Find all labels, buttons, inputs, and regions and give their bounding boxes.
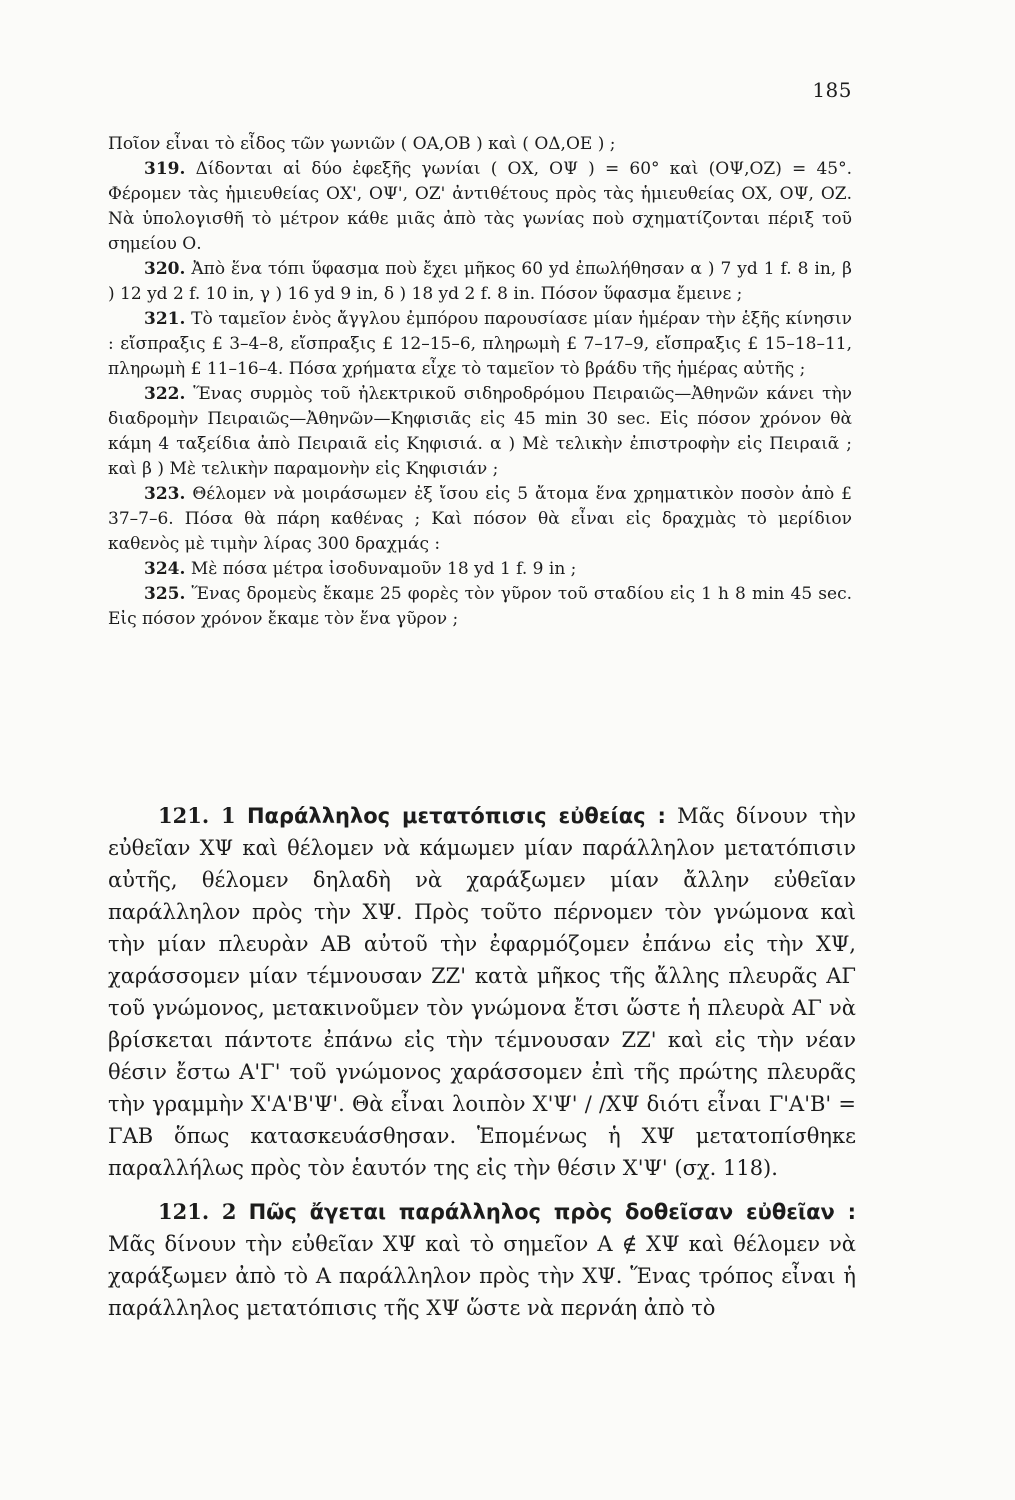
section-121-2 <box>108 1196 856 1324</box>
exercise-number: 319. <box>144 159 186 179</box>
intro-question: Ποῖον εἶναι τὸ εἶδος τῶν γωνιῶν ( ΟΑ,ΟΒ ) καὶ ( ΟΔ,ΟΕ ) ; <box>108 134 616 154</box>
section-title: Παράλληλος μετατόπισις εὐθείας : <box>246 804 666 828</box>
section-body: Μᾶς δίνουν τὴν εὐθεῖαν ΧΨ καὶ τὸ σημεῖον Α ∉ ΧΨ καὶ θέλομεν νὰ χαράξωμεν ἀπὸ τὸ Α παράλληλον πρὸς τὴν ΧΨ. Ἕνας τρόπος εἶναι ἡ παράλληλος μετατόπισις τῆς ΧΨ ὥστε νὰ περνάη ἀπὸ τὸ <box>108 1232 856 1320</box>
exercise-319 <box>108 157 852 257</box>
exercise-320 <box>108 257 852 307</box>
exercise-text: Ἕνας δρομεὺς ἔκαμε 25 φορὲς τὸν γῦρον τοῦ σταδίου εἰς 1 h 8 min 45 sec. Εἰς πόσον χρόνον ἔκαμε τὸν ἕνα γῦρον ; <box>108 584 852 629</box>
exercise-number: 325. <box>144 584 186 604</box>
section-title: Πῶς ἄγεται παράλληλος πρὸς δοθεῖσαν εὐθεῖαν : <box>248 1200 856 1224</box>
exercise-number: 323. <box>144 484 186 504</box>
section-number: 121. 1 <box>158 803 236 828</box>
exercise-324 <box>108 557 852 582</box>
section-body: Μᾶς δίνουν τὴν εὐθεῖαν ΧΨ καὶ θέλομεν νὰ κάμωμεν μίαν παράλληλον μετατόπισιν αὐτῆς, θέλομεν δηλαδὴ νὰ χαράξωμεν μίαν ἄλλην εὐθεῖαν παράλληλον πρὸς τὴν ΧΨ. Πρὸς τοῦτο πέρνομεν τὸν γνώμονα καὶ τὴν μίαν πλευρὰν ΑΒ αὐτοῦ τὴν ἐφαρμόζομεν ἐπάνω εἰς τὴν ΧΨ, χαράσσομεν μίαν τέμνουσαν ΖΖ' κατὰ μῆκος τῆς ἄλλης πλευρᾶς ΑΓ τοῦ γνώμονος, μετακινοῦμεν τὸν γνώμονα ἔτσι ὥστε ἡ πλευρὰ ΑΓ νὰ βρίσκεται πάντοτε ἐπάνω εἰς τὴν τέμνουσαν ΖΖ' καὶ εἰς τὴν νέαν θέσιν ἔστω Α'Γ' τοῦ γνώμονος χαράσσομεν ἐπὶ τῆς πρώτης πλευρᾶς τὴν γραμμὴν Χ'Α'Β'Ψ'. Θὰ εἶναι λοιπὸν Χ'Ψ' / /ΧΨ διότι εἶναι Γ'Α'Β' = ΓΑΒ ὅπως κατασκευάσθησαν. Ἑπομένως ἡ ΧΨ μετατοπίσθηκε παραλλήλως πρὸς τὸν ἑαυτόν της εἰς τὴν θέσιν Χ'Ψ' (σχ. 118). <box>108 804 856 1180</box>
exercise-322 <box>108 382 852 482</box>
exercise-text: Ἕνας συρμὸς τοῦ ἠλεκτρικοῦ σιδηροδρόμου Πειραιῶς—Ἀθηνῶν κάνει τὴν διαδρομὴν Πειραιῶς—Ἀθηνῶν—Κηφισιᾶς εἰς 45 min 30 sec. Εἰς πόσον χρόνον θὰ κάμη 4 ταξείδια ἀπὸ Πειραιᾶ εἰς Κηφισιά. α ) Μὲ τελικὴν ἐπιστροφὴν εἰς Πειραιᾶ ; καὶ β ) Μὲ τελικὴν παραμονὴν εἰς Κηφισιάν ; <box>108 384 853 479</box>
exercise-text: Δίδονται αἱ δύο ἐφεξῆς γωνίαι ( ΟΧ, ΟΨ ) = 60° καὶ (ΟΨ,ΟΖ) = 45°. Φέρομεν τὰς ἡμιευθείας ΟΧ', ΟΨ', ΟΖ' ἀντιθέτους πρὸς τὰς ἡμιευθείας ΟΧ, ΟΨ, ΟΖ. Νὰ ὑπολογισθῆ τὸ μέτρον κάθε μιᾶς ἀπὸ τὰς γωνίας ποὺ σχηματίζονται πέριξ τοῦ σημείου Ο. <box>108 159 852 254</box>
exercise-text: Μὲ πόσα μέτρα ἰσοδυναμοῦν 18 yd 1 f. 9 in ; <box>190 559 577 579</box>
page-number: 185 <box>812 78 852 102</box>
section-text <box>108 800 856 1324</box>
exercise-325 <box>108 582 852 632</box>
section-number: 121. 2 <box>158 1199 237 1224</box>
exercise-text: Θέλομεν νὰ μοιράσωμεν ἐξ ἴσου εἰς 5 ἄτομα ἕνα χρηματικὸν ποσὸν ἀπὸ £ 37–7–6. Πόσα θὰ πάρη καθένας ; Καὶ πόσον θὰ εἶναι εἰς δραχμὰς τὸ μερίδιον καθενὸς μὲ τιμὴν λίρας 300 δραχμάς : <box>108 484 852 554</box>
exercise-text: Τὸ ταμεῖον ἑνὸς ἄγγλου ἐμπόρου παρουσίασε μίαν ἡμέραν τὴν ἑξῆς κίνησιν : εἴσπραξις £ 3–4–8, εἴσπραξις £ 12–15–6, πληρωμὴ £ 7–17–9, εἴσπραξις £ 15–18–11, πληρωμὴ £ 11–16–4. Πόσα χρήματα εἶχε τὸ ταμεῖον τὸ βράδυ τῆς ἡμέρας αὐτῆς ; <box>108 309 853 379</box>
exercise-323 <box>108 482 852 557</box>
exercise-number: 324. <box>144 559 186 579</box>
section-121-1 <box>108 800 856 1184</box>
exercise-number: 320. <box>144 259 186 279</box>
exercise-number: 321. <box>144 309 186 329</box>
exercise-text: Ἀπὸ ἕνα τόπι ὕφασμα ποὺ ἔχει μῆκος 60 yd ἐπωλήθησαν α ) 7 yd 1 f. 8 in, β ) 12 yd 2 f. 10 in, γ ) 16 yd 9 in, δ ) 18 yd 2 f. 8 in. Πόσον ὕφασμα ἔμεινε ; <box>108 259 852 304</box>
exercise-321 <box>108 307 852 382</box>
exercise-list <box>108 132 852 632</box>
exercise-number: 322. <box>144 384 186 404</box>
